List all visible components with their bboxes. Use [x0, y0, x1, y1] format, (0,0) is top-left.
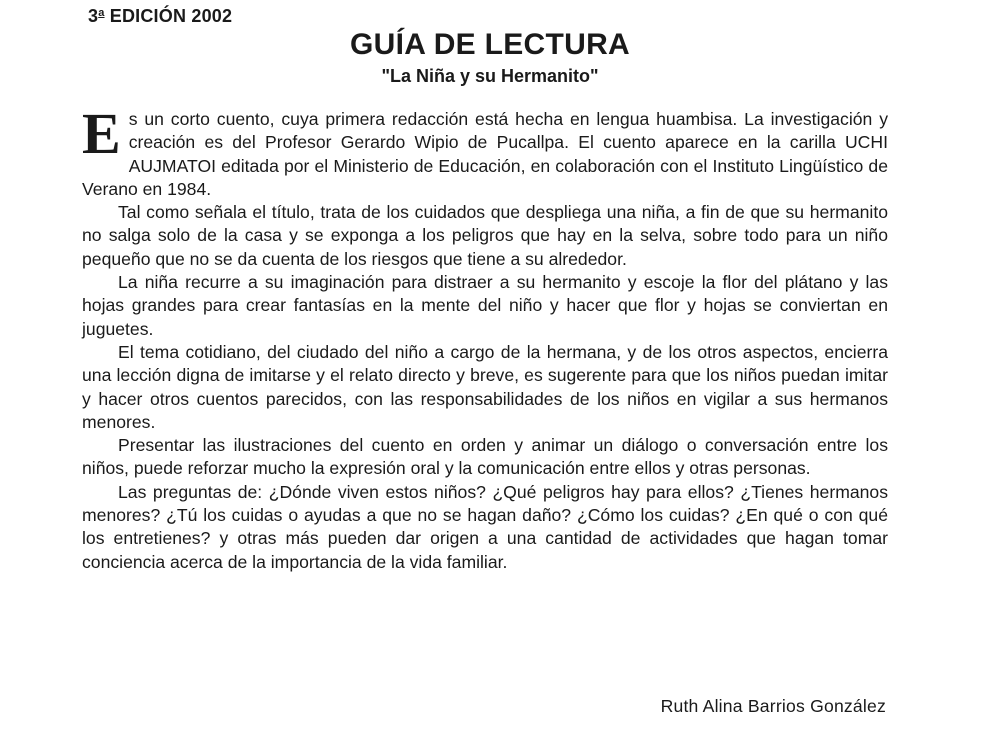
page-subtitle: "La Niña y su Hermanito" — [381, 66, 599, 86]
paragraph-2: Tal como señala el título, trata de los cuidados que despliega una niña, a fin de que su hermanito no salga solo de la casa y se exponga a los peligros que hay en la selva, sobre todo para un niño pequeño que no se da cuenta de los riesgos que tiene a su alrededor. — [82, 202, 888, 269]
body-text — [82, 101, 888, 574]
paragraph-6: Las preguntas de: ¿Dónde viven estos niños? ¿Qué peligros hay para ellos? ¿Tienes hermanos menores? ¿Tú los cuidas o ayudas a que no se hagan daño? ¿Cómo los cuidas? ¿En qué o con qué los entretienes? y otras más pueden dar origen a una cantidad de actividades que hagan tomar conciencia acerca de la importancia de la vida familiar. — [82, 481, 888, 572]
page-title: GUÍA DE LECTURA — [349, 28, 631, 61]
edition-text: EDICIÓN 2002 — [104, 6, 233, 26]
edition-label — [88, 6, 232, 27]
paragraph-3: La niña recurre a su imaginación para distraer a su hermanito y escoje la flor del plátano y las hojas grandes para crear fantasías en la mente del niño y hacer que flor y hojas se conviertan en juguetes. — [82, 272, 888, 339]
drop-cap: E — [82, 101, 121, 166]
author-signature: Ruth Alina Barrios González — [660, 696, 886, 716]
edition-ordinal: a — [98, 7, 105, 19]
paragraph-1-text: s un corto cuento, cuya primera redacción está hecha en lengua huambisa. La investigación y creación es del Profesor Gerardo Wipio de Pucallpa. El cuento aparece en la carilla UCHI AUJMATOI editada por el Ministerio de Educación, en colaboración con el Instituto Lingüístico de Verano en 1984. — [82, 109, 888, 199]
edition-number: 3 — [88, 6, 99, 26]
paragraph-5: Presentar las ilustraciones del cuento en orden y animar un diálogo o conversación entre los niños, puede reforzar mucho la expresión oral y la comunicación entre ellos y otras personas. — [82, 435, 888, 479]
paragraph-4: El tema cotidiano, del ciudado del niño a cargo de la hermana, y de los otros aspectos, encierra una lección digna de imitarse y el relato directo y breve, es sugerente para que los niños puedan imitar y hacer otros cuentos parecidos, con las responsabilidades de los niños en vigilar a sus hermanos menores. — [82, 341, 888, 432]
paragraph-1 — [82, 101, 888, 201]
